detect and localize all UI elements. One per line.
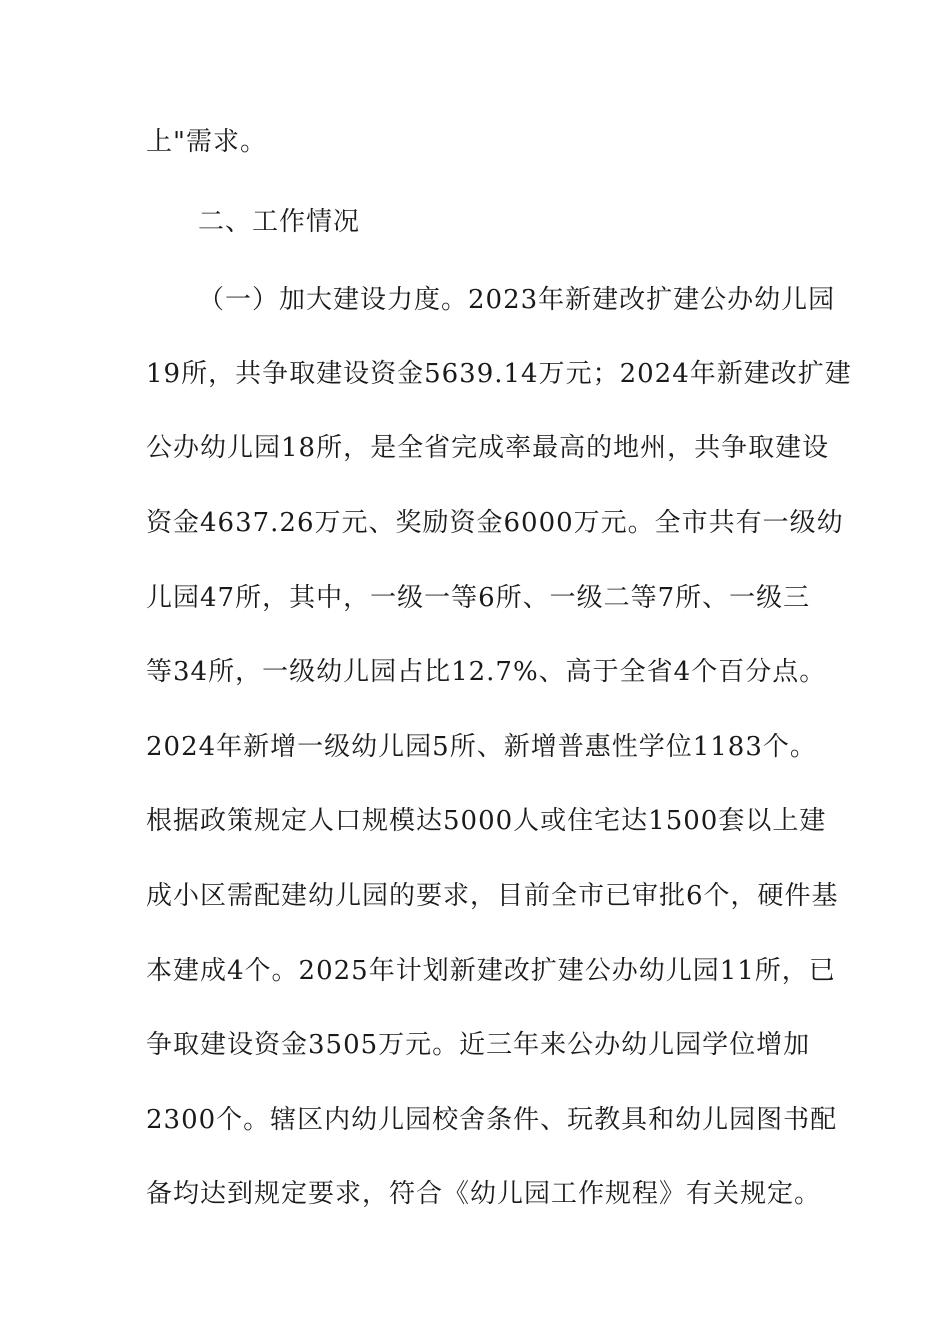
- paragraph-line: 儿园47所，其中，一级一等6所、一级二等7所、一级三: [146, 583, 811, 613]
- paragraph-line: 2300个。辖区内幼儿园校舍条件、玩教具和幼儿园图书配: [146, 1105, 838, 1135]
- paragraph-line: 2024年新增一级幼儿园5所、新增普惠性学位1183个。: [146, 732, 817, 762]
- paragraph-line: 争取建设资金3505万元。近三年来公办幼儿园学位增加: [146, 1030, 811, 1060]
- paragraph-line: 根据政策规定人口规模达5000人或住宅达1500套以上建: [146, 806, 827, 836]
- paragraph-line: 19所，共争取建设资金5639.14万元；2024年新建改扩建: [146, 359, 852, 389]
- paragraph-line: 资金4637.26万元、奖励资金6000万元。全市共有一级幼: [146, 508, 844, 538]
- paragraph-line: 等34所，一级幼儿园占比12.7%、高于全省4个百分点。: [146, 657, 827, 687]
- paragraph-line: 成小区需配建幼儿园的要求，目前全市已审批6个，硬件基: [146, 881, 839, 911]
- section-heading: 二、工作情况: [198, 207, 361, 237]
- paragraph-line: 公办幼儿园18所，是全省完成率最高的地州，共争取建设: [146, 433, 830, 463]
- text-line-continuation: 上"需求。: [146, 127, 267, 157]
- paragraph-line: 备均达到规定要求，符合《幼儿园工作规程》有关规定。: [146, 1179, 822, 1209]
- paragraph-line: 本建成4个。2025年计划新建改扩建公办幼儿园11所，已: [146, 956, 836, 986]
- paragraph-line: （一）加大建设力度。2023年新建改扩建公办幼儿园: [198, 285, 836, 315]
